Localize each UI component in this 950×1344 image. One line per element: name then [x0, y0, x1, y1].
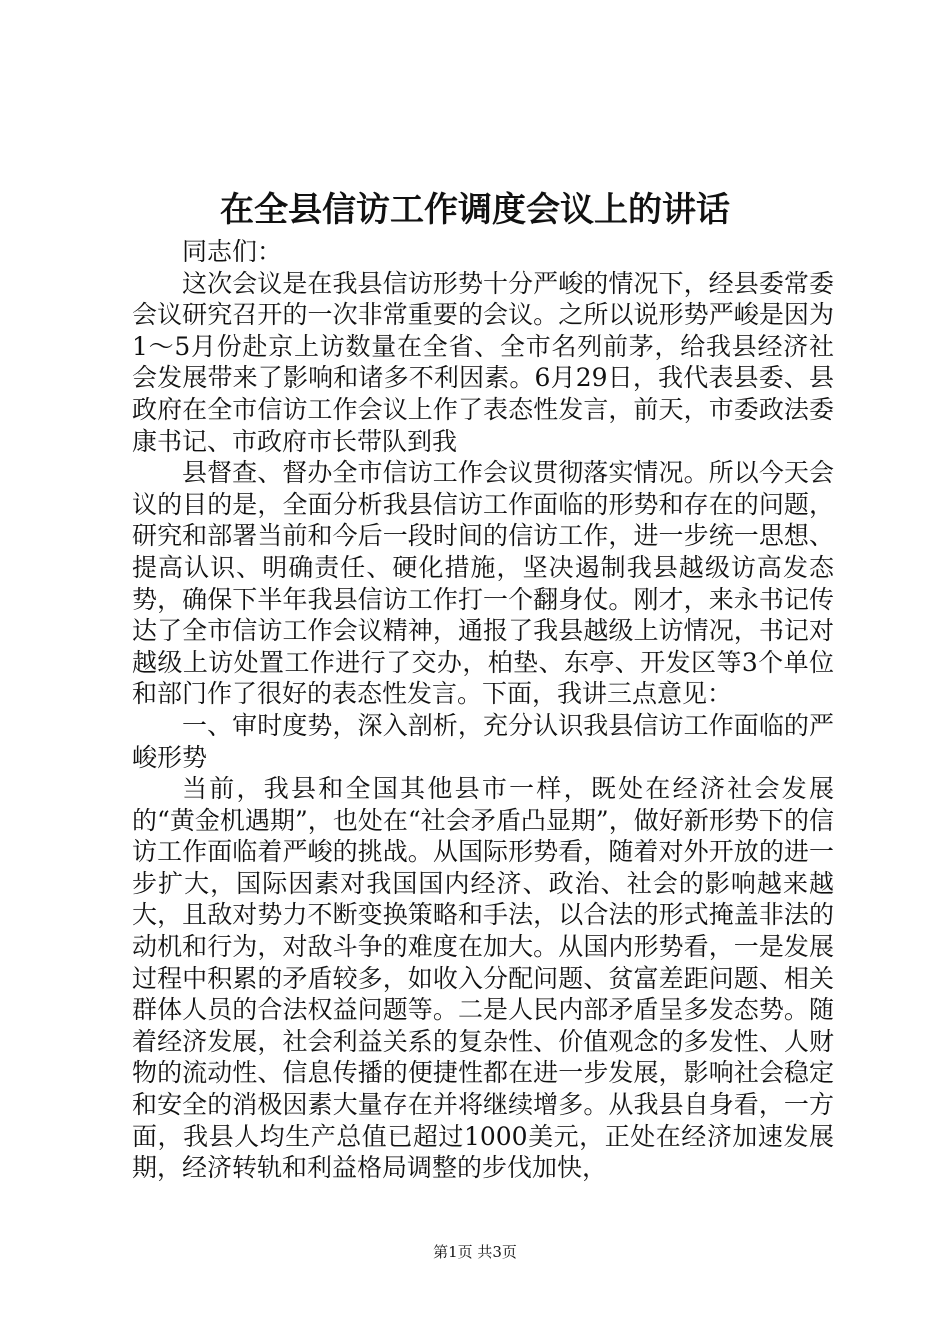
- body-paragraph: 这次会议是在我县信访形势十分严峻的情况下，经县委常委会议研究召开的一次非常重要的会议。之所以说形势严峻是因为1～5月份赴京上访数量在全省、全市名列前茅，给我县经济社会发展带来了影响和诸多不利因素。6月29日，我代表县委、县政府在全市信访工作会议上作了表态性发言，前天，市委政法委康书记、市政府市长带队到我: [132, 268, 834, 456]
- document-title: 在全县信访工作调度会议上的讲话: [220, 190, 730, 230]
- body-paragraph: 当前，我县和全国其他县市一样，既处在经济社会发展的“黄金机遇期”，也处在“社会矛盾凸显期”，做好新形势下的信访工作面临着严峻的挑战。从国际形势看，随着对外开放的进一步扩大，国际因素对我国国内经济、政治、社会的影响越来越大，且敌对势力不断变换策略和手法，以合法的形式掩盖非法的动机和行为，对敌斗争的难度在加大。从国内形势看，一是发展过程中积累的矛盾较多，如收入分配问题、贫富差距问题、相关群体人员的合法权益问题等。二是人民内部矛盾呈多发态势。随着经济发展，社会利益关系的复杂性、价值观念的多发性、人财物的流动性、信息传播的便捷性都在进一步发展，影响社会稳定和安全的消极因素大量存在并将继续增多。从我县自身看，一方面，我县人均生产总值已超过1000美元，正处在经济加速发展期，经济转轨和利益格局调整的步伐加快，: [132, 774, 834, 1183]
- body-paragraph: 县督查、督办全市信访工作会议贯彻落实情况。所以今天会议的目的是，全面分析我县信访工作面临的形势和存在的问题，研究和部署当前和今后一段时间的信访工作，进一步统一思想、提高认识、明确责任、硬化措施，坚决遏制我县越级访高发态势，确保下半年我县信访工作打一个翻身仗。刚才，来永书记传达了全市信访工作会议精神，通报了我县越级上访情况，书记对越级上访处置工作进行了交办，柏垫、东亭、开发区等3个单位和部门作了很好的表态性发言。下面，我讲三点意见：: [132, 458, 834, 709]
- section-heading: 一、审时度势，深入剖析，充分认识我县信访工作面临的严峻形势: [132, 710, 834, 772]
- salutation-paragraph: 同志们：: [182, 237, 283, 266]
- page-footer: 第1页 共3页: [433, 1243, 517, 1261]
- document-body: [132, 236, 834, 1184]
